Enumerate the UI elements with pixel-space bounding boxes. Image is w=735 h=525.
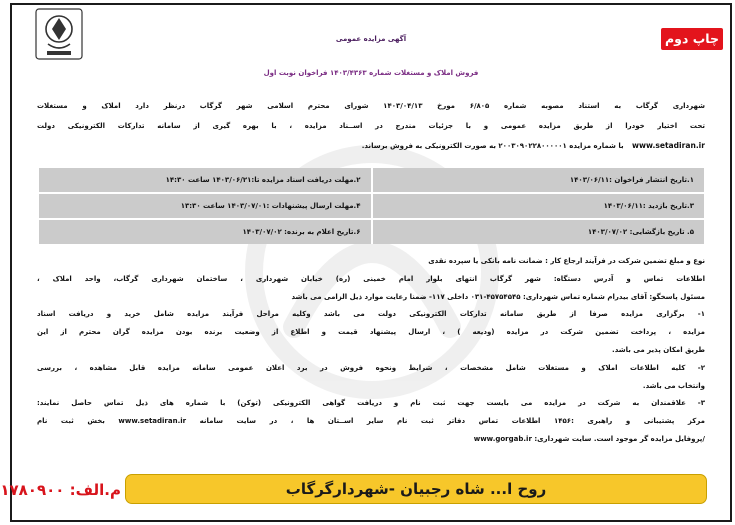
intro-line-2: تحت اختیار خودرا از طریق مزایده عمومی و با جزئیات مندرج در اســناد مزایده ، با بهره گیری از سامانه تدارکات الکترونیکی دولت: [37, 121, 705, 130]
schedule-opening-date: ۵. تاریخ بازگشایی: ۱۴۰۳/۰۷/۰۲: [373, 220, 705, 244]
responsible-contact-line: مسئول پاسخگو: آقای بیدرام شماره تماس شهرداری: ۴۵۷۵۴۵۴۵-۰۳۱ داخلی ۱۱۷- ضمنا رعایت موارد ذیل الزامی می باشد: [291, 292, 705, 301]
schedule-winner-announcement: ۶.تاریخ اعلام به برنده: ۱۴۰۳/۰۷/۰۲: [39, 220, 371, 244]
rule-1-line-2: مزایده ، پرداخت تضمین شرکت در مزایده (ودیعه ) ، ارسال پیشنهاد قیمت و اطلاع از وضعیت برنده بودن مزایده گران محترم از این: [37, 328, 705, 337]
schedule-document-deadline: ۲.مهلت دریافت اسناد مزایده تا:۱۴۰۳/۰۶/۲۱ ساعت ۱۴:۳۰: [39, 168, 371, 192]
municipality-logo: [35, 8, 83, 60]
intro-line-3: [37, 136, 705, 156]
rule-3-line-3: /پروفایل مزایده گر موجود است. سایت شهرداری: www.gorgab.ir: [473, 434, 705, 443]
rule-1-line-1: ۱- برگزاری مزایده صرفا از طریق سامانه تدارکات الکترونیکی دولت می باشد وکلیه مراحل فرآیند مزایده شامل خرید و دریافت اسناد: [37, 310, 705, 319]
schedule-table: [39, 168, 704, 244]
schedule-visit-date: ۳.تاریخ بازدید :۱۴۰۳/۰۶/۱۱: [373, 194, 705, 218]
rule-2-line-2: وانتخاب می باشد.: [642, 381, 705, 390]
rule-2-line-1: ۲- کلیه اطلاعات املاک و مستغلات شامل مشخصات ، شرایط ونحوه فروش در برد اعلان عمومی سامانه مزایده قابل مشاهده ، بررسی: [37, 363, 705, 372]
logo-base: [47, 51, 71, 55]
ad-code: م.الف: ۱۷۸۰۹۰۰: [0, 481, 121, 499]
signature-bar: [125, 474, 707, 504]
intro-line-1: شهرداری گرگاب به استناد مصوبه شماره ۶/۸۰۵ مورخ ۱۴۰۳/۰۴/۱۳ شورای محترم اسلامی شهر گرگاب درنظر دارد املاک و مستغلات: [37, 102, 705, 110]
rule-3-line-1: ۳- علاقمندان به شرکت در مزایده می بایست جهت ثبت نام و دریافت گواهی الکترونیکی (توکن) با شماره های ذیل تماس حاصل نمایند:: [37, 399, 705, 408]
ad-subtitle: فروش املاک و مستغلات شماره ۱۴۰۳/۴۳۶۳ فراخوان نوبت اول: [263, 69, 479, 77]
schedule-publish-date: ۱.تاریخ انتشار فراخوان :۱۴۰۳/۰۶/۱۱: [373, 168, 705, 192]
intro-line-3-text: با شماره مزایده ۲۰۰۳۰۹۰۲۲۸۰۰۰۰۰۱ به صورت الکترونیکی به فروش برساند.: [361, 142, 624, 150]
contact-address-line: اطلاعات تماس و آدرس دستگاه: شهر گرگاب انتهای بلوار امام خمینی (ره) خیابان شهرداری ، ساختمان شهرداری گرگاب، واحد املاک ،: [37, 274, 705, 283]
mayor-signature: روح ا... شاه رجبیان -شهردارگرگاب: [285, 480, 547, 498]
guarantee-type-line: نوع و مبلغ تضمین شرکت در فرآیند ارجاع کار : ضمانت نامه بانکی یا سپرده نقدی: [428, 257, 705, 265]
reprint-badge: چاپ دوم: [661, 28, 723, 50]
rule-1-line-3: طریق امکان پذیر می باشد.: [612, 345, 705, 354]
schedule-bid-deadline: ۴.مهلت ارسال پیشنهادات :۱۴۰۳/۰۷/۰۱ ساعت ۱۳:۳۰: [39, 194, 371, 218]
details-paragraph: [37, 253, 705, 449]
municipality-emblem-icon: [35, 8, 83, 60]
setadiran-url: www.setadiran.ir: [632, 141, 705, 150]
ad-title: آگهی مزایده عمومی: [335, 35, 407, 43]
rule-3-line-2: مرکز پشتیبانی و راهبری :۱۴۵۶ اطلاعات تماس دفاتر ثبت نام سایر اســتان ها ، در سایت سامانه www.setadiran.ir بخش ثبت نام: [37, 417, 705, 426]
intro-paragraph: [37, 97, 705, 156]
